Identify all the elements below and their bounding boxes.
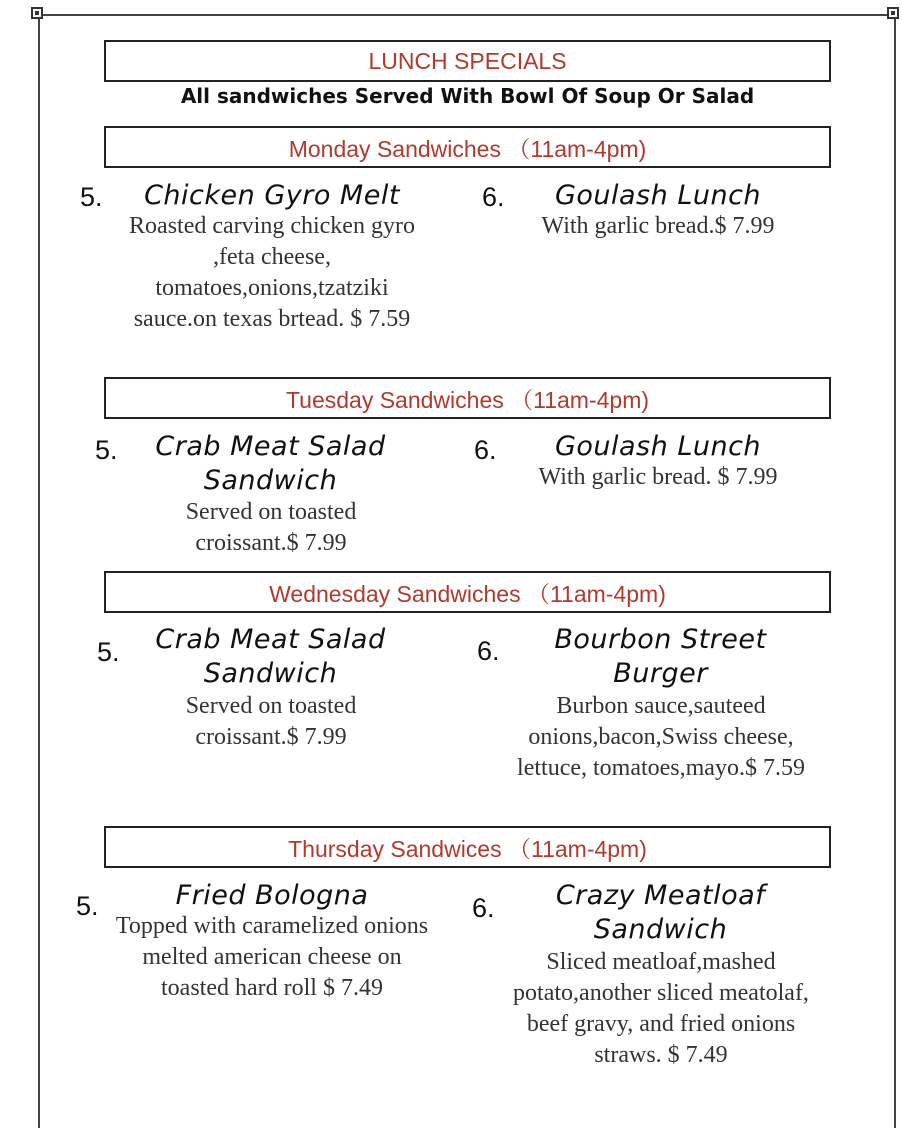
frame-right-border (894, 14, 896, 1128)
item-description: Served on toasted croissant.$ 7.99 (185, 693, 357, 750)
item-description: Topped with caramelized onions melted american cheese on toasted hard roll $ 7.49 (115, 913, 429, 1001)
page-title: LUNCH SPECIALS (368, 47, 567, 74)
item-title: Fried Bologna (175, 880, 369, 911)
item-number: 5. (80, 182, 103, 212)
page-title-banner (104, 40, 831, 82)
item-title: Crab Meat Salad Sandwich (155, 624, 386, 689)
item-description: Roasted carving chicken gyro ,feta cheese, tomatoes,onions,tzatziki sauce.on texas brtead. $ 7.59 (129, 213, 415, 332)
item-title: Crazy Meatloaf Sandwich (555, 880, 766, 945)
item-number: 5. (95, 435, 118, 465)
item-description: Served on toasted croissant.$ 7.99 (185, 499, 357, 556)
frame-left-border (38, 14, 40, 1128)
wednesday-heading-banner (104, 571, 831, 613)
tuesday-heading-banner (104, 377, 831, 419)
item-description: With garlic bread. $ 7.99 (538, 464, 778, 490)
item-number: 6. (474, 435, 497, 465)
item-number: 5. (76, 891, 99, 921)
page-subtitle: All sandwiches Served With Bowl Of Soup Or Salad (180, 84, 755, 108)
frame-top-border (38, 14, 894, 16)
item-title: Bourbon Street Burger (554, 624, 767, 689)
item-number: 6. (472, 893, 495, 923)
item-number: 6. (482, 182, 505, 212)
item-description: With garlic bread.$ 7.99 (541, 213, 775, 239)
resize-handle-top-left[interactable] (31, 7, 43, 19)
thursday-heading-banner (104, 826, 831, 868)
item-title: Crab Meat Salad Sandwich (155, 431, 386, 496)
item-description: Burbon sauce,sauteed onions,bacon,Swiss cheese, lettuce, tomatoes,mayo.$ 7.59 (517, 693, 805, 781)
item-description: Sliced meatloaf,mashed potato,another sliced meatolaf, beef gravy, and fried onions straws. $ 7.49 (513, 949, 809, 1068)
wednesday-heading: Wednesday Sandwiches （11am-4pm) (269, 580, 666, 607)
item-title: Goulash Lunch (554, 180, 762, 211)
item-title: Chicken Gyro Melt (144, 180, 400, 211)
thursday-heading: Thursday Sandwices （11am-4pm) (288, 835, 647, 862)
item-title: Goulash Lunch (554, 431, 762, 462)
resize-handle-top-right[interactable] (887, 7, 899, 19)
item-number: 5. (97, 637, 120, 667)
item-number: 6. (477, 636, 500, 666)
monday-heading: Monday Sandwiches （11am-4pm) (288, 135, 647, 162)
tuesday-heading: Tuesday Sandwiches （11am-4pm) (285, 386, 650, 413)
monday-heading-banner (104, 126, 831, 168)
